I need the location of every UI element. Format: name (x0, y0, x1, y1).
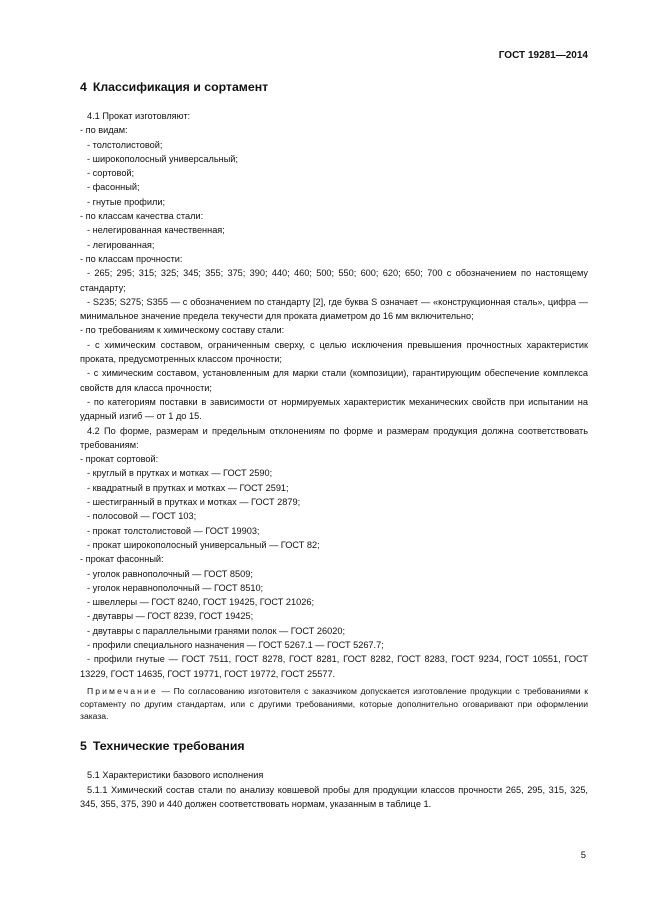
paragraph-line: - профили специального назначения — ГОСТ 5267.1 — ГОСТ 5267.7; (87, 639, 384, 650)
section-4-title (80, 78, 588, 96)
paragraph-line: - нелегированная качественная; (87, 225, 225, 236)
paragraph-line: - швеллеры — ГОСТ 8240, ГОСТ 19425, ГОСТ 21026; (87, 597, 314, 608)
paragraph-line: 5.1.1 Химический состав стали по анализу ковшевой пробы для продукции классов прочности 265, 295, 315, 325, 345, 355, 375, 390 и 440 должен соответствовать нормам, указанным в таблице 1. (80, 784, 588, 809)
page-number: 5 (580, 850, 586, 861)
note-text: — По согласованию изготовителя с заказчиком допускается изготовление продукции с требованиями к сортаменту по другим стандартам, или с другими требованиями, которые дополнительно оговаривают при оформлении заказа. (80, 685, 588, 722)
paragraph-line: - двутавры с параллельными гранями полок — ГОСТ 26020; (87, 625, 345, 636)
document-code: ГОСТ 19281—2014 (498, 50, 588, 61)
paragraph-line: - уголок неравнополочный — ГОСТ 8510; (87, 582, 264, 593)
paragraph-line: - двутавры — ГОСТ 8239, ГОСТ 19425; (87, 611, 254, 622)
paragraph-line: - профили гнутые — ГОСТ 7511, ГОСТ 8278, ГОСТ 8281, ГОСТ 8282, ГОСТ 8283, ГОСТ 9234, ГОСТ 10551, ГОСТ 13229, ГОСТ 14635, ГОСТ 19771, ГОСТ 19772, ГОСТ 25577. (80, 654, 588, 679)
paragraph-line: - с химическим составом, ограниченным сверху, с целью исключения превышения прочностных характеристик проката, предусмотренных классом прочности; (80, 339, 588, 365)
paragraph-line: - по требованиям к химическому составу стали: (80, 325, 285, 336)
paragraph-line: 4.1 Прокат изготовляют: (87, 111, 191, 121)
paragraph-line: - по классам качества стали: (80, 211, 204, 222)
paragraph-line: - фасонный; (87, 182, 140, 193)
paragraph-line: - по категориям поставки в зависимости от нормируемых характеристик механических свойств при испытании на ударный изгиб — от 1 до 15. (80, 396, 588, 422)
paragraph-line: 4.2 По форме, размерам и предельным отклонениям по форме и размерам продукция должна соответствовать требованиям: (80, 425, 588, 450)
paragraph-line: - прокат сортовой: (80, 454, 159, 465)
paragraph-line: - 265; 295; 315; 325; 345; 355; 375; 390; 440; 460; 500; 550; 600; 620; 650; 700 с обозначением по настоящему стандарту; (80, 268, 588, 293)
paragraph-line: - прокат фасонный: (80, 554, 164, 565)
paragraph-line: - легированная; (87, 239, 155, 250)
section-5-number: 5 (80, 739, 87, 754)
paragraph-line: - S235; S275; S355 — с обозначением по стандарту [2], где буква S означает — «конструкционная сталь», цифра — минимальное значение предела текучести для проката диаметром до 16 мм включительно; (80, 296, 588, 322)
section-5-title (80, 737, 588, 755)
section-4-number: 4 (80, 80, 87, 94)
section-4-body (80, 109, 588, 681)
paragraph-line: - уголок равнополочный — ГОСТ 8509; (87, 568, 253, 579)
paragraph-line: - круглый в прутках и мотках — ГОСТ 2590; (87, 468, 273, 479)
paragraph-line: - по видам: (80, 125, 128, 136)
section-5-body (80, 768, 588, 811)
paragraph-line: - сортовой; (87, 168, 135, 179)
section-5-title-text: Технические требования (92, 739, 245, 754)
paragraph-line: - широкополосный универсальный; (87, 153, 238, 164)
paragraph-line: - гнутые профили; (87, 196, 166, 207)
paragraph-line: - шестигранный в прутках и мотках — ГОСТ 2879; (87, 497, 301, 508)
paragraph-line: - полосовой — ГОСТ 103; (87, 511, 197, 522)
paragraph-line: - с химическим составом, установленным для марки стали (композиции), гарантирующим обеспечение комплекса свойств для класса прочности; (80, 368, 588, 393)
note-label: Примечание (87, 685, 158, 696)
paragraph-line: - толстолистовой; (87, 139, 163, 150)
paragraph-line: - прокат широкополосный универсальный — ГОСТ 82; (87, 539, 320, 550)
paragraph-line: - по классам прочности: (80, 253, 183, 264)
paragraph-line: 5.1 Характеристики базового исполнения (87, 770, 264, 781)
page-content (80, 78, 588, 811)
paragraph-line: - прокат толстолистовой — ГОСТ 19903; (87, 525, 260, 536)
note (80, 685, 588, 723)
paragraph-line: - квадратный в прутках и мотках — ГОСТ 2591; (87, 482, 289, 493)
section-4-title-text: Классификация и сортамент (92, 80, 269, 94)
